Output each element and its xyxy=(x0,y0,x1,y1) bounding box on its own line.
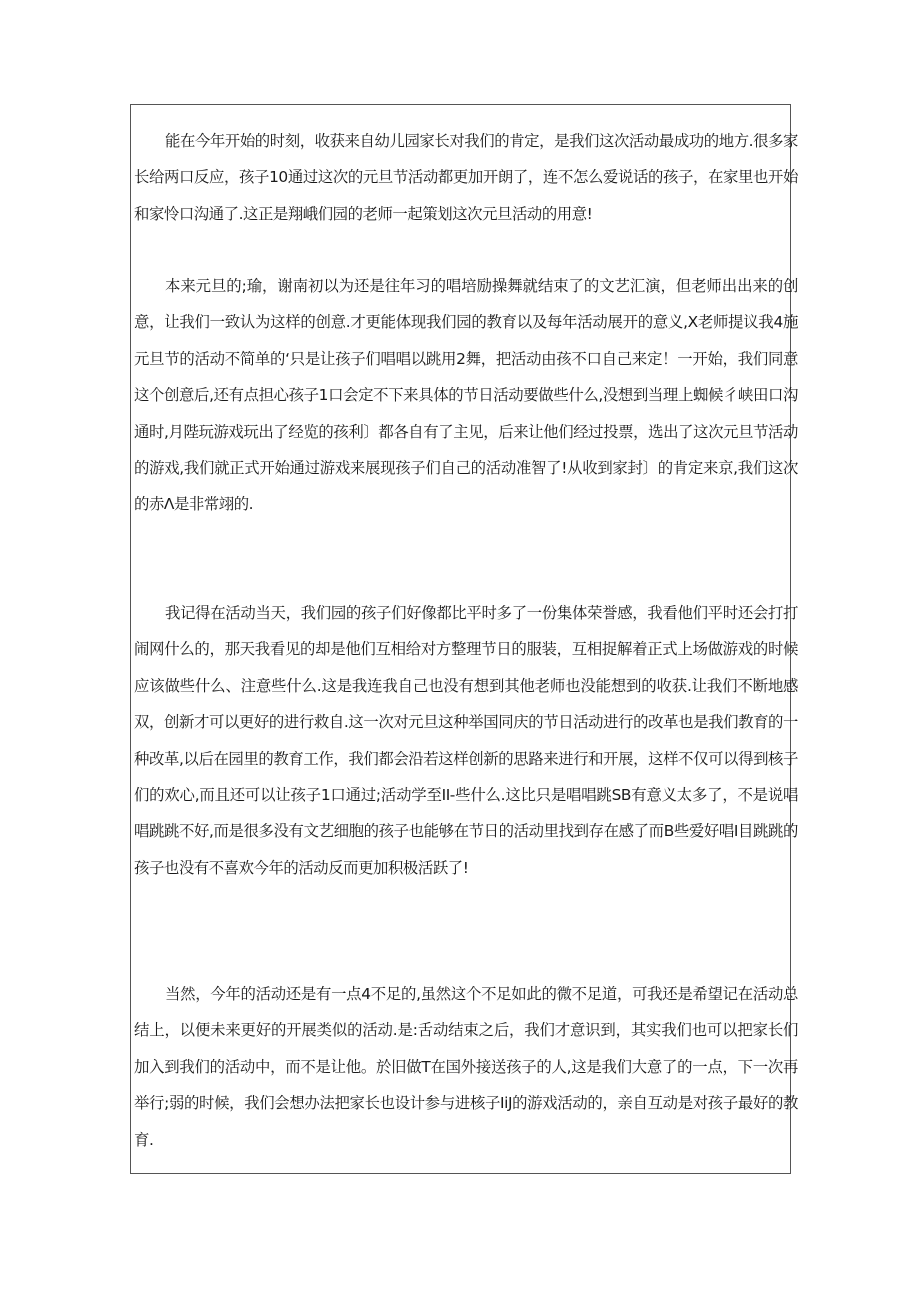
paragraph-2: 本来元旦的;瑜，谢南初以为还是往年习的唱培励操舞就结束了的文艺汇演，但老师出出来的创意，让我们一致认为这样的创意.才更能体现我们园的教育以及每年活动展开的意义,X老师提议我4施元旦节的活动不简单的‘只是让孩子们唱唱以跳用2舞，把活动由孩不口自己来定！一开始，我们同意这个创意后,还有点担心孩子1口会定不下来具体的节日活动要做些什么,没想到当理上蜘候彳峡田口沟通时,月陛玩游戏玩出了经览的孩利〕都各自有了主见，后来让他们经过投票，选出了这次元旦节活动的游戏,我们就正式开始通过游戏来展现孩子们自己的活动准智了!从收到家封〕的肯定来京,我们这次的赤Λ是非常翊的. xyxy=(134,277,798,514)
paragraph-4: 当然，今年的活动还是有一点4不足的,虽然这个不足如此的微不足道，可我还是希望记在活动总结上，以便未来更好的开展类似的活动.是:舌动结束之后，我们才意识到，其实我们也可以把家长们加入到我们的活动中，而不是让他。於旧做T在国外接送孩子的人,这是我们大意了的一点，下一次再举行;弱的时候，我们会想办法把家长也设计参与进核子IiJ的游戏活动的，亲自互动是对孩子最好的教育. xyxy=(134,985,798,1149)
paragraph-3: 我记得在活动当天，我们园的孩子们好像都比平时多了一份集体荣誉感，我看他们平时还会打打闹网什么的，那天我看见的却是他们互相给对方整理节日的服装，互相捉解着正式上场做游戏的时候应该做些什么、注意些什么.这是我连我自己也没有想到其他老师也没能想到的收获.让我们不断地感双，创新才可以更好的进行救自.这一次对元旦这种举国同庆的节日活动进行的改革也是我们教育的一种改革,以后在园里的教育工作，我们都会沿若这样创新的思路来进行和开展，这样不仅可以得到核子们的欢心,而且还可以让孩子1口通过;活动学至II-些什么.这比只是唱唱跳SB有意义太多了，不是说唱唱跳跳不好,而是很多没有文艺细胞的孩子也能够在节日的活动里找到存在感了而B些爱好唱I目跳跳的孩子也没有不喜欢今年的活动反而更加积极活跃了! xyxy=(134,604,798,877)
paragraph-1: 能在今年开始的时刻，收获来自幼儿园家长对我们的肯定，是我们这次活动最成功的地方.很多家长给两口反应，孩子10通过这次的元旦节活动都更加开朗了，连不怎么爱说话的孩子，在家里也开始和家怜口沟通了.这正是翔峨们园的老师一起策划这次元旦活动的用意! xyxy=(134,132,798,223)
